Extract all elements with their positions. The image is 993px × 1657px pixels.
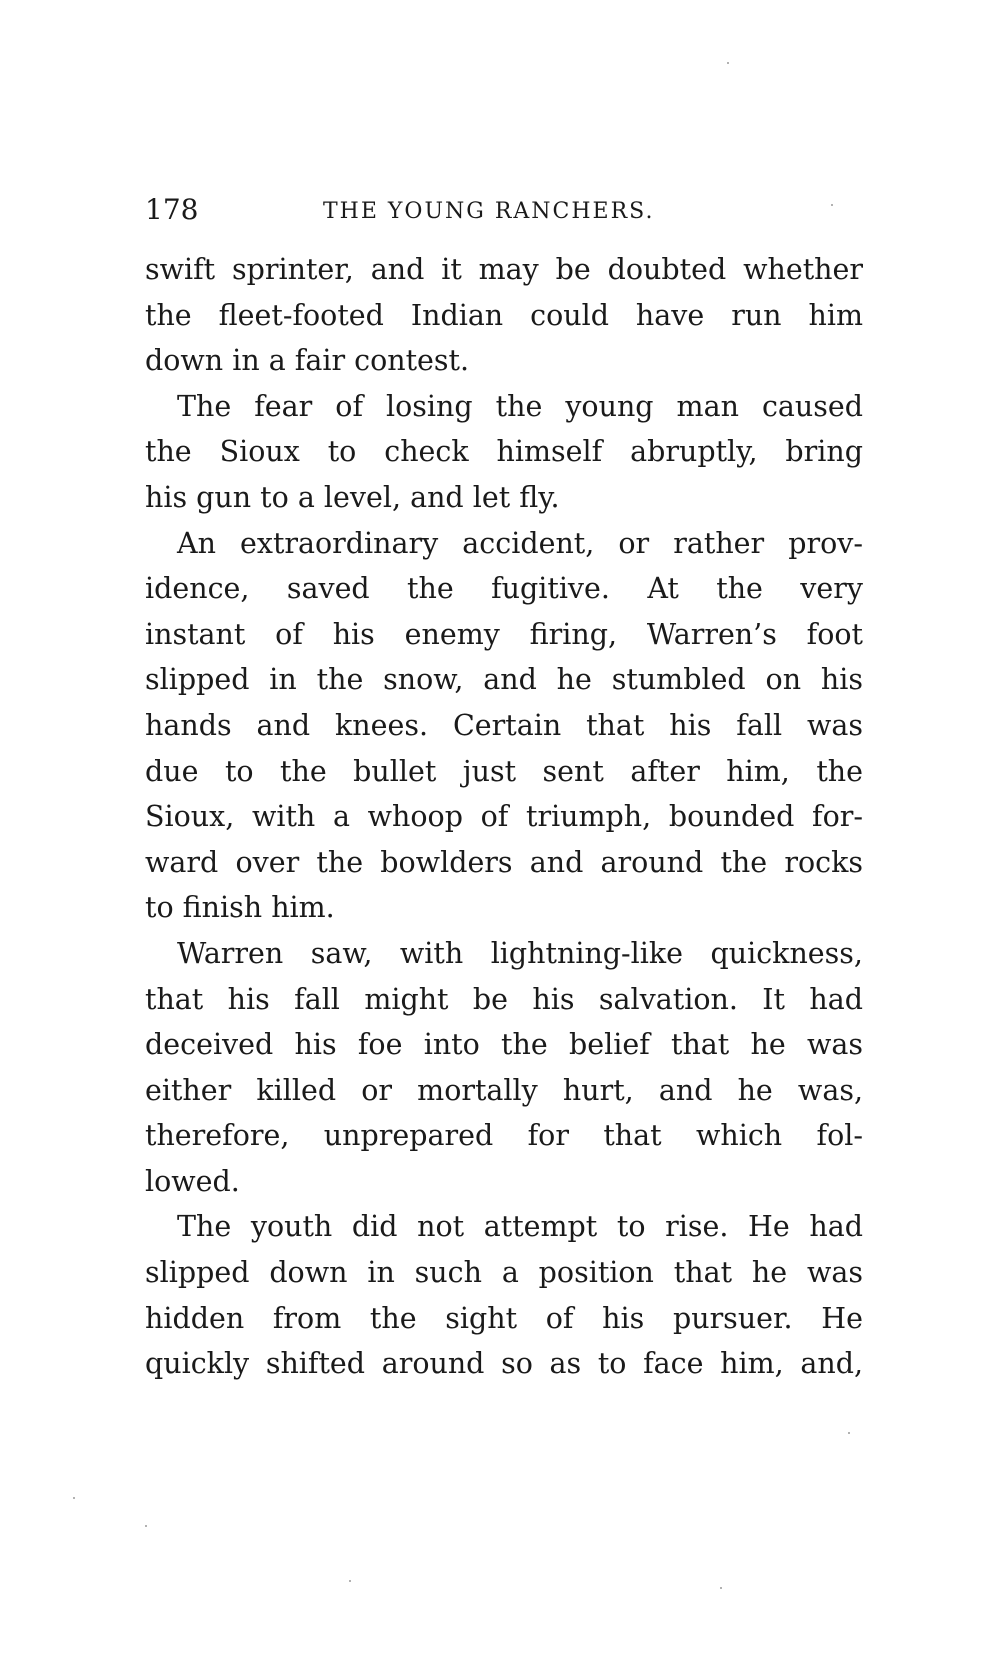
text-line: quickly shifted around so as to face him, and, bbox=[145, 1347, 863, 1381]
text-line: hidden from the sight of his pursuer. He bbox=[145, 1301, 863, 1335]
text-line: deceived his foe into the belief that he was bbox=[145, 1028, 863, 1062]
text-line: lowed. bbox=[145, 1164, 240, 1198]
text-line: down in a fair contest. bbox=[145, 344, 470, 378]
body-text bbox=[145, 247, 863, 1387]
text-line: An extraordinary accident, or rather prov- bbox=[177, 526, 863, 560]
paper-speck bbox=[727, 62, 729, 64]
text-line: swift sprinter, and it may be doubted whether bbox=[145, 253, 863, 286]
text-line: his gun to a level, and let fly. bbox=[145, 480, 560, 514]
page-number: 178 bbox=[145, 193, 199, 226]
running-title: THE YOUNG RANCHERS. bbox=[323, 199, 655, 224]
text-line: Sioux, with a whoop of triumph, bounded for- bbox=[145, 800, 863, 834]
text-line: instant of his enemy firing, Warren’s foot bbox=[145, 617, 863, 651]
text-line: The youth did not attempt to rise. He had bbox=[177, 1210, 863, 1244]
text-line: to finish him. bbox=[145, 891, 335, 925]
paper-speck bbox=[831, 204, 833, 206]
text-line: hands and knees. Certain that his fall was bbox=[145, 708, 863, 742]
text-line: the fleet-footed Indian could have run him bbox=[145, 298, 863, 332]
paper-speck bbox=[848, 1432, 850, 1434]
text-line: ward over the bowlders and around the rocks bbox=[145, 845, 863, 879]
page-header bbox=[145, 190, 865, 230]
text-line: slipped in the snow, and he stumbled on his bbox=[145, 663, 863, 697]
paper-speck bbox=[145, 1525, 147, 1527]
text-line: slipped down in such a position that he was bbox=[145, 1256, 863, 1290]
text-line: due to the bullet just sent after him, the bbox=[145, 754, 863, 788]
paper-speck bbox=[720, 1587, 722, 1589]
paper-speck bbox=[349, 1580, 351, 1582]
text-line: idence, saved the fugitive. At the very bbox=[145, 572, 863, 606]
text-line: either killed or mortally hurt, and he was, bbox=[145, 1073, 863, 1107]
text-line: that his fall might be his salvation. It had bbox=[145, 982, 863, 1016]
paper-speck bbox=[73, 1497, 75, 1499]
text-line: the Sioux to check himself abruptly, bring bbox=[145, 435, 863, 469]
text-line: Warren saw, with lightning-like quickness, bbox=[177, 936, 863, 970]
text-line: The fear of losing the young man caused bbox=[177, 389, 863, 423]
text-line: therefore, unprepared for that which fol- bbox=[145, 1119, 863, 1153]
